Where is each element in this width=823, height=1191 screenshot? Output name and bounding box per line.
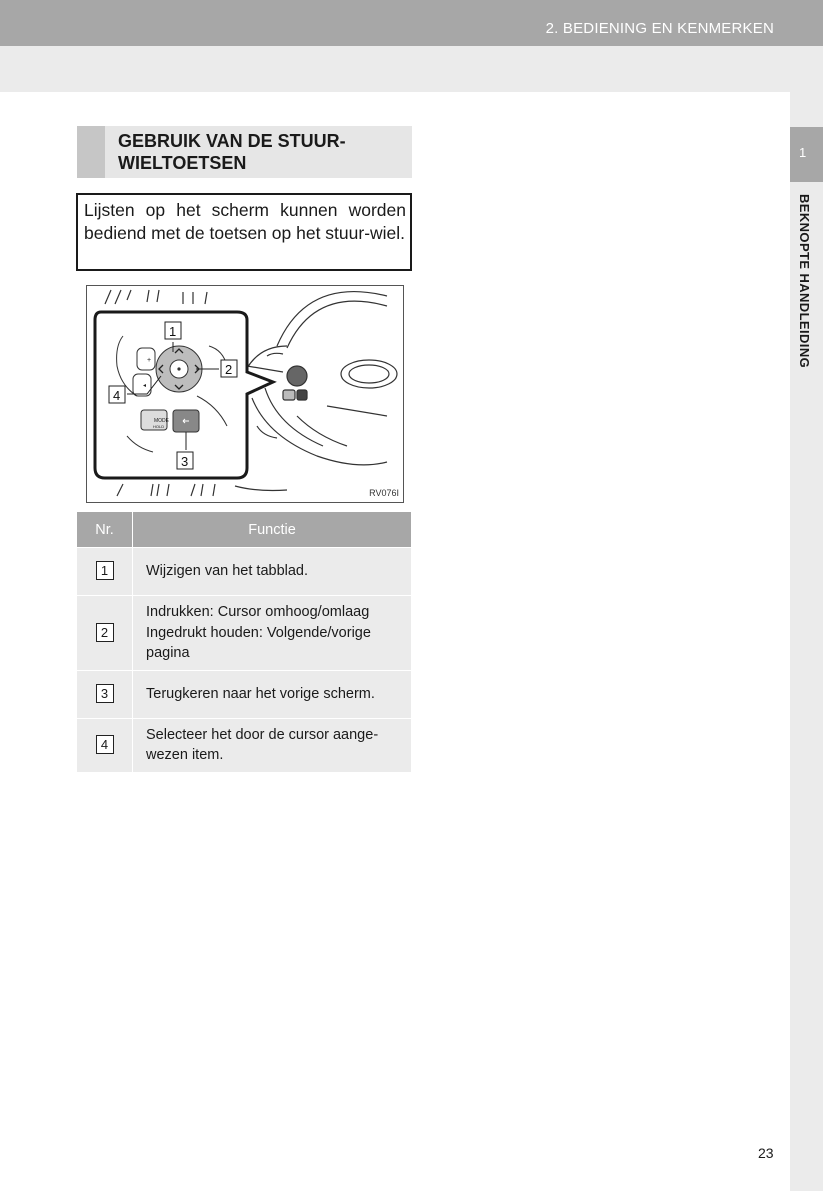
- callout-3: 3: [181, 454, 189, 469]
- row-number: 4: [96, 735, 114, 754]
- table-row: [77, 596, 411, 671]
- page-number: 23: [758, 1145, 774, 1161]
- row-nr-cell: [77, 548, 133, 596]
- section-heading-accent: [77, 126, 105, 178]
- table-header-row: [77, 512, 411, 548]
- svg-text:+: +: [147, 357, 152, 364]
- table-row: [77, 548, 411, 596]
- callout-4: 4: [113, 388, 121, 403]
- side-tab-number-text: 1: [799, 145, 807, 160]
- row-number: 3: [96, 684, 114, 703]
- header-bar: [0, 0, 823, 46]
- section-heading: [77, 126, 412, 178]
- row-description: Indrukken: Cursor omhoog/omlaag Ingedrukt houden: Volgende/vorige pagina: [133, 596, 412, 671]
- callout-2: 2: [225, 362, 233, 377]
- row-nr-cell: [77, 718, 133, 772]
- chapter-title: 2. BEDIENING EN KENMERKEN: [545, 20, 774, 37]
- steering-wheel-illustration: [86, 285, 404, 503]
- side-tab-label: [794, 194, 818, 404]
- function-table: [77, 512, 411, 772]
- header-subbar: [0, 46, 823, 92]
- svg-text:◂: ◂: [143, 383, 147, 389]
- side-tab-label-text: BEKNOPTE HANDLEIDING: [797, 194, 812, 369]
- header-functie: Functie: [133, 512, 412, 548]
- mode-button-sublabel: HOLD: [153, 424, 165, 429]
- row-description: Selecteer het door de cursor aange-wezen item.: [133, 718, 412, 772]
- row-description: Wijzigen van het tabblad.: [133, 548, 412, 596]
- row-description: Terugkeren naar het vorige scherm.: [133, 670, 412, 718]
- steering-wheel-svg: [87, 286, 403, 502]
- intro-text: Lijsten op het scherm kunnen worden bediend met de toetsen op het stuur-wiel.: [84, 200, 406, 243]
- row-nr-cell: [77, 670, 133, 718]
- side-tab-number: [790, 127, 823, 182]
- figure-code: RV076I: [369, 488, 399, 498]
- row-number: 1: [96, 561, 114, 580]
- section-title: GEBRUIK VAN DE STUUR-WIELTOETSEN: [118, 131, 346, 173]
- mode-button-label: MODE: [154, 418, 169, 424]
- table-row: [77, 718, 411, 772]
- header-nr: Nr.: [77, 512, 133, 548]
- callout-1: 1: [169, 324, 177, 339]
- table-row: [77, 670, 411, 718]
- row-number: 2: [96, 623, 114, 642]
- intro-box: [76, 193, 412, 271]
- row-nr-cell: [77, 596, 133, 671]
